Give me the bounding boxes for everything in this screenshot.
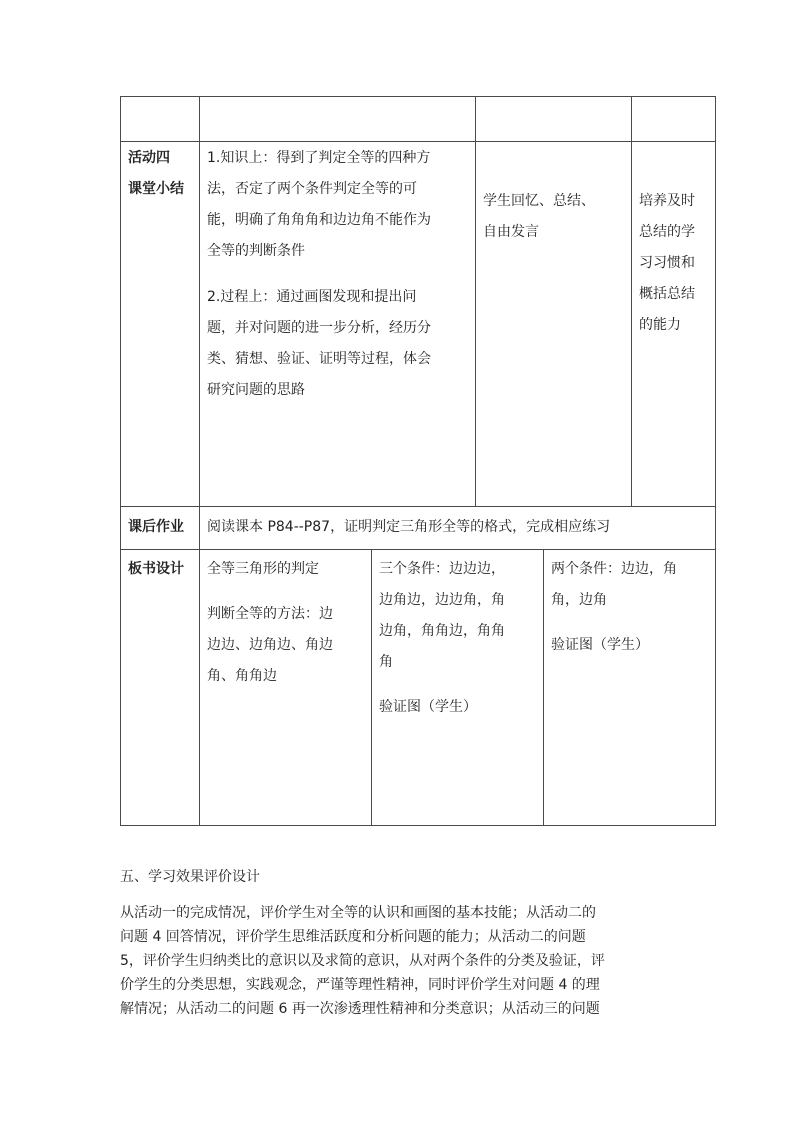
activity4-label-line1: 活动四 xyxy=(128,150,170,166)
table-rule xyxy=(120,141,716,142)
section5-line: 从活动一的完成情况，评价学生对全等的认识和画图的基本技能；从活动二的 xyxy=(120,905,596,921)
activity4-design-intent xyxy=(639,186,713,341)
design-intent-line: 总结的学 xyxy=(639,224,695,240)
board-col3-line: 角，边角 xyxy=(551,592,607,608)
section5-line: 解情况；从活动二的问题 6 再一次渗透理性精神和分类意识；从活动三的问题 xyxy=(120,1001,600,1017)
activity4-student-activity xyxy=(483,186,627,248)
student-activity-line: 自由发言 xyxy=(483,224,539,240)
section5-heading: 五、学习效果评价设计 xyxy=(120,869,260,885)
student-activity-line: 学生回忆、总结、 xyxy=(483,193,595,209)
board-col3-line: 两个条件：边边，角 xyxy=(551,561,677,577)
board-col2 xyxy=(379,554,539,723)
board-label-text: 板书设计 xyxy=(128,561,184,577)
design-intent-line: 培养及时 xyxy=(639,193,695,209)
board-col2-verify: 验证图（学生） xyxy=(379,699,477,715)
board-col2-line: 三个条件：边边边， xyxy=(379,561,505,577)
board-col1-title: 全等三角形的判定 xyxy=(207,561,319,577)
table-rule xyxy=(120,96,121,826)
table-rule xyxy=(120,549,716,550)
content-line: 研究问题的思路 xyxy=(207,382,305,398)
content-line: 1.知识上：得到了判定全等的四种方 xyxy=(207,150,431,166)
activity4-label-line2: 课堂小结 xyxy=(128,181,184,197)
board-col1 xyxy=(207,554,367,692)
activity4-label xyxy=(128,143,184,205)
table-rule xyxy=(715,96,716,826)
table-rule xyxy=(120,96,716,97)
board-col2-line: 角 xyxy=(379,654,393,670)
homework-content xyxy=(207,512,712,543)
homework-label-text: 课后作业 xyxy=(128,519,184,535)
content-line: 全等的判断条件 xyxy=(207,243,305,259)
board-label xyxy=(128,554,184,585)
table-rule xyxy=(199,96,200,826)
table-rule xyxy=(543,549,544,826)
content-line: 能，明确了角角角和边边角不能作为 xyxy=(207,212,431,228)
homework-content-text: 阅读课本 P84--P87，证明判定三角形全等的格式，完成相应练习 xyxy=(207,519,611,535)
table-rule xyxy=(371,549,372,826)
table-rule xyxy=(120,506,716,507)
board-col1-line: 判断全等的方法：边 xyxy=(207,606,333,622)
content-line: 类、猜想、验证、证明等过程，体会 xyxy=(207,351,431,367)
board-col2-line: 边角边，边边角，角 xyxy=(379,592,505,608)
board-col3-verify: 验证图（学生） xyxy=(551,637,649,653)
design-intent-line: 概括总结 xyxy=(639,286,695,302)
section5-line: 5，评价学生归纳类比的意识以及求简的意识，从对两个条件的分类及验证，评 xyxy=(120,953,605,969)
activity4-content xyxy=(207,143,471,406)
content-line: 2.过程上：通过画图发现和提出问 xyxy=(207,289,417,305)
table-rule xyxy=(120,825,716,826)
board-col1-line: 角、角角边 xyxy=(207,668,277,684)
table-rule xyxy=(475,96,476,507)
design-intent-line: 习习惯和 xyxy=(639,255,695,271)
homework-label xyxy=(128,512,184,543)
design-intent-line: 的能力 xyxy=(639,317,681,333)
board-col1-line: 边边、边角边、角边 xyxy=(207,637,333,653)
content-line: 题，并对问题的进一步分析，经历分 xyxy=(207,320,431,336)
content-line: 法，否定了两个条件判定全等的可 xyxy=(207,181,417,197)
table-rule xyxy=(631,96,632,507)
board-col2-line: 边角，角角边，角角 xyxy=(379,623,505,639)
section5-line: 问题 4 回答情况，评价学生思维活跃度和分析问题的能力；从活动二的问题 xyxy=(120,929,586,945)
section5-body xyxy=(120,901,680,1021)
section5-line: 价学生的分类思想，实践观念，严谨等理性精神，同时评价学生对问题 4 的理 xyxy=(120,977,600,993)
board-col3 xyxy=(551,554,711,661)
